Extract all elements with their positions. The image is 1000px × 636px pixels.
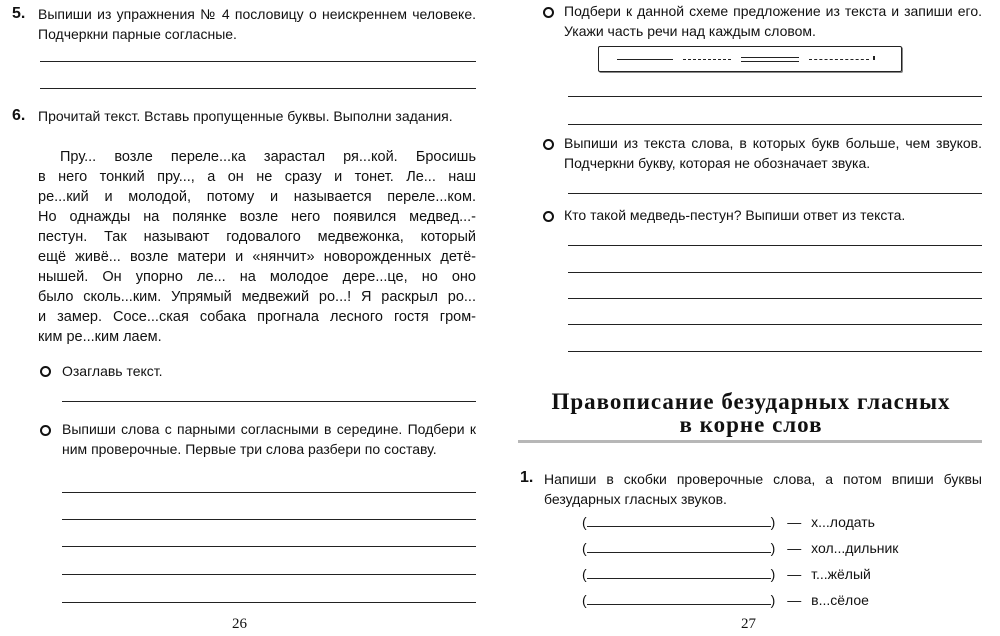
task-6-text: Прочитай текст. Вставь пропущенные буквы. Выполни задания.	[38, 108, 453, 124]
bullet-icon	[543, 211, 554, 222]
bullet-icon	[40, 425, 51, 436]
item-dash: —	[787, 592, 802, 608]
item-dash: —	[787, 514, 802, 530]
passage-line: Но однажды на полянке возле него появился медвед...-	[38, 209, 476, 225]
passage-line: и замер. Сосе...ская собака прогнала лесного гостя гром-	[38, 309, 476, 325]
answer-line[interactable]	[568, 351, 982, 352]
subtask-pestun: Кто такой медведь-пестун? Выпиши ответ из текста.	[564, 207, 906, 223]
check-word-blank[interactable]	[587, 513, 771, 527]
passage-line: нышей. Он упорно ле... на молодое дере...це, но оно	[38, 269, 476, 285]
scheme-predicate-mark	[741, 61, 799, 62]
answer-line[interactable]	[568, 324, 982, 325]
answer-line[interactable]	[568, 298, 982, 299]
answer-line[interactable]	[568, 193, 982, 194]
scheme-object-mark	[809, 59, 869, 60]
answer-line[interactable]	[62, 602, 476, 603]
scheme-predicate-mark	[741, 57, 799, 58]
heading-divider	[518, 440, 982, 443]
passage-line: пестун. Так называют годовалого медвежонка, который	[38, 229, 476, 245]
check-word-blank[interactable]	[587, 539, 771, 553]
passage-line: в него тонкий пру..., а он не сразу и тонет. Ле... наш	[38, 169, 476, 185]
exercise-item	[582, 539, 898, 557]
item-word: в...сёлое	[811, 592, 869, 608]
open-paren: (	[582, 540, 587, 556]
close-paren: )	[770, 540, 776, 556]
passage-line: ким ре...ким лаем.	[38, 329, 162, 345]
answer-line[interactable]	[62, 574, 476, 575]
answer-line[interactable]	[62, 401, 476, 402]
task-5-text: Выпиши из упражнения № 4 пословицу о неискреннем человеке. Подчеркни парные согласные.	[38, 6, 476, 42]
exercise-1-text: Напиши в скобки проверочные слова, а потом впиши буквы безударных гласных звуков.	[544, 471, 982, 507]
answer-line[interactable]	[568, 96, 982, 97]
scheme-attribute-mark	[683, 59, 731, 60]
close-paren: )	[770, 514, 776, 530]
exercise-item	[582, 565, 871, 583]
subtask-paired-consonants: Выпиши слова с парными согласными в середине. Подбери к ним проверочные. Первые три слова разбери по составу.	[62, 421, 476, 457]
subtask-letters-sounds: Выпиши из текста слова, в которых букв больше, чем звуков. Подчеркни букву, которая не обозначает звука.	[564, 135, 982, 171]
task-5-number: 5.	[12, 5, 26, 22]
item-dash: —	[787, 540, 802, 556]
check-word-blank[interactable]	[587, 565, 771, 579]
answer-line[interactable]	[40, 88, 476, 89]
passage-line: Пру... возле переле...ка зарастал ря...кой. Бросишь	[60, 149, 476, 165]
item-word: т...жёлый	[811, 566, 871, 582]
page-number: 26	[232, 616, 247, 632]
answer-line[interactable]	[568, 272, 982, 273]
check-word-blank[interactable]	[587, 591, 771, 605]
exercise-1-number: 1.	[520, 469, 534, 486]
answer-line[interactable]	[62, 492, 476, 493]
answer-line[interactable]	[568, 245, 982, 246]
bullet-icon	[543, 7, 554, 18]
close-paren: )	[770, 592, 776, 608]
subtask-scheme: Подбери к данной схеме предложение из текста и запиши его. Укажи часть речи над каждым словом.	[564, 3, 982, 39]
item-word: хол...дильник	[811, 540, 899, 556]
close-paren: )	[770, 566, 776, 582]
passage-line: ре...кий и молодой, потому и называется переле...ком.	[38, 189, 476, 205]
open-paren: (	[582, 514, 587, 530]
bullet-icon	[543, 139, 554, 150]
answer-line[interactable]	[568, 124, 982, 125]
right-page	[500, 0, 1000, 636]
item-dash: —	[787, 566, 802, 582]
text-passage	[38, 147, 476, 347]
task-6-number: 6.	[12, 107, 26, 124]
answer-line[interactable]	[62, 519, 476, 520]
exercise-item	[582, 591, 869, 609]
scheme-subject-mark	[617, 59, 673, 60]
scheme-period-mark	[873, 56, 875, 60]
open-paren: (	[582, 566, 587, 582]
page-number: 27	[741, 616, 756, 632]
bullet-icon	[40, 366, 51, 377]
open-paren: (	[582, 592, 587, 608]
item-word: х...лодать	[811, 514, 875, 530]
exercise-item	[582, 513, 875, 531]
section-heading-line-2: в корне слов	[679, 412, 823, 437]
sentence-scheme-box	[598, 46, 902, 72]
subtask-title-text: Озаглавь текст.	[62, 363, 163, 379]
passage-line: было сколь...ким. Упрямый медвежий ро...! Я раскрыл ро...	[38, 289, 476, 305]
section-heading-line-1: Правописание безударных гласных	[551, 389, 951, 414]
answer-line[interactable]	[62, 546, 476, 547]
answer-line[interactable]	[40, 61, 476, 62]
passage-line: ещё живё... возле матери и «нянчит» новорожденных детё-	[38, 249, 476, 265]
